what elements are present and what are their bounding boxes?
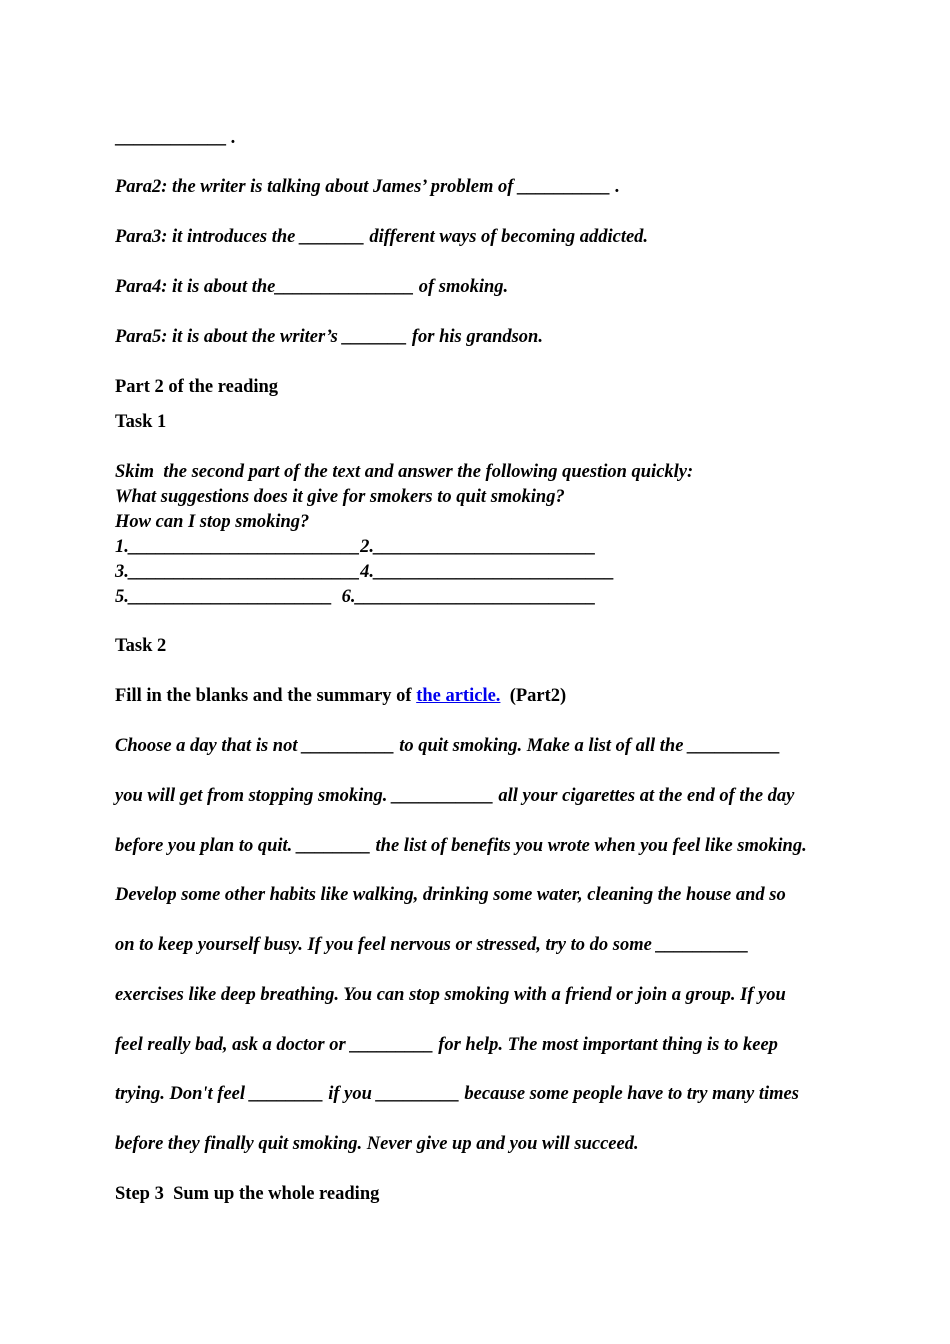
article-link[interactable]: the article. [416,686,501,706]
task2-heading: Task 2 [115,636,167,656]
task1-question-1: What suggestions does it give for smokers to quit smoking? [115,487,565,507]
para5-line: Para5: it is about the writer’s _______ for his grandson. [115,327,543,347]
para4-line: Para4: it is about the_______________ of smoking. [115,277,509,297]
summary-line: before you plan to quit. ________ the list of benefits you wrote when you feel like smoking. [115,836,807,856]
summary-line: Choose a day that is not __________ to quit smoking. Make a list of all the __________ [115,736,781,756]
summary-line: before they finally quit smoking. Never give up and you will succeed. [115,1134,639,1154]
task2-instruction-prefix: Fill in the blanks and the summary of [115,686,417,706]
task1-answer-row-2: 3._________________________4.__________________________ [115,562,615,582]
summary-line: trying. Don't feel ________ if you _________ because some people have to try many times [115,1084,799,1104]
task2-instruction-suffix: (Part2) [500,686,567,706]
part2-heading: Part 2 of the reading [115,377,279,397]
para2-line: Para2: the writer is talking about James’ problem of __________ . [115,177,620,197]
step3-heading: Step 3 Sum up the whole reading [115,1184,380,1204]
task1-instruction: Skim the second part of the text and answer the following question quickly: [115,462,694,482]
summary-line: feel really bad, ask a doctor or _________ for help. The most important thing is to keep [115,1035,778,1055]
task1-question-2: How can I stop smoking? [115,512,310,532]
para1-blank-tail: ____________ . [115,128,236,148]
task1-answer-row-3: 5.______________________ 6.__________________________ [115,587,596,607]
summary-line: you will get from stopping smoking. ___________ all your cigarettes at the end of the day [115,786,795,806]
task2-instruction [115,685,566,707]
task1-heading: Task 1 [115,412,167,432]
para3-line: Para3: it introduces the _______ different ways of becoming addicted. [115,227,649,247]
summary-line: Develop some other habits like walking, drinking some water, cleaning the house and so [115,885,786,905]
task1-answer-row-1: 1._________________________2.________________________ [115,537,596,557]
summary-line: exercises like deep breathing. You can stop smoking with a friend or join a group. If you [115,985,786,1005]
summary-line: on to keep yourself busy. If you feel nervous or stressed, try to do some __________ [115,935,749,955]
